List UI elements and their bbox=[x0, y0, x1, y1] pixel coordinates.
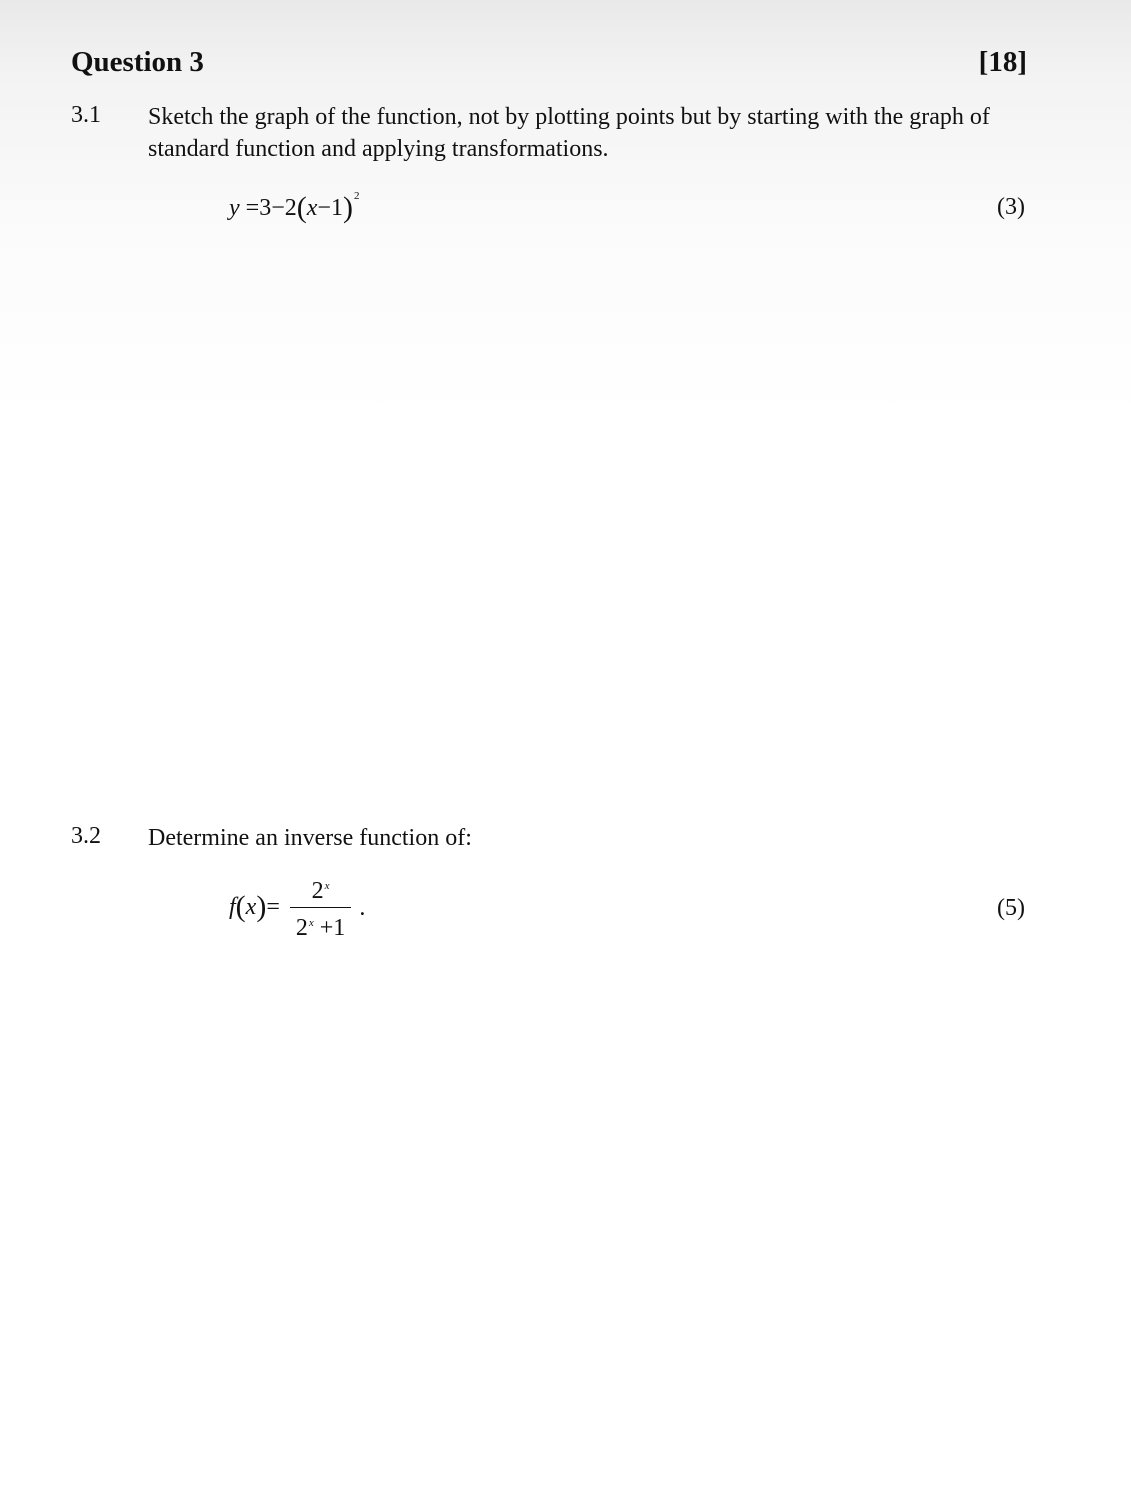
formula-3-1-exponent: 2 bbox=[353, 190, 360, 202]
formula-3-1-var: x bbox=[306, 195, 318, 221]
marks-3-1: (3) bbox=[997, 194, 1025, 220]
formula-3-1-eq: = bbox=[245, 195, 260, 221]
question-title: Question 3 bbox=[71, 46, 204, 78]
formula-3-2-den-plus: +1 bbox=[319, 915, 346, 941]
formula-3-2-period: . bbox=[359, 894, 366, 921]
formula-3-2-open-paren: ( bbox=[235, 890, 246, 923]
marks-3-2: (5) bbox=[997, 895, 1025, 921]
formula-3-2-close-paren: ) bbox=[256, 890, 267, 923]
formula-3-2-num-base: 2 bbox=[311, 878, 324, 904]
item-number-3-2: 3.2 bbox=[71, 823, 101, 849]
formula-3-1-one: 1 bbox=[330, 195, 343, 221]
formula-3-2-func: f bbox=[229, 894, 236, 920]
formula-3-2-var: x bbox=[245, 894, 257, 920]
formula-3-1-close-paren: ) bbox=[342, 191, 353, 224]
formula-3-2 bbox=[229, 874, 365, 940]
formula-3-2-den-base: 2 bbox=[295, 915, 308, 941]
formula-3-2-lhs bbox=[229, 890, 286, 923]
formula-3-2-denominator bbox=[290, 908, 351, 940]
formula-3-1-coef: 2 bbox=[284, 195, 297, 221]
question-total-marks: [18] bbox=[978, 46, 1027, 78]
formula-3-2-numerator bbox=[290, 874, 351, 908]
formula-3-1-open-paren: ( bbox=[296, 191, 307, 224]
formula-3-1-lhs: y bbox=[229, 195, 240, 221]
item-number-3-1: 3.1 bbox=[71, 102, 101, 128]
formula-3-2-fraction bbox=[290, 874, 351, 940]
formula-3-1-minus: − bbox=[271, 195, 285, 221]
formula-3-1-minus2: − bbox=[317, 195, 331, 221]
formula-3-1-const: 3 bbox=[259, 195, 272, 221]
formula-3-2-eq: = bbox=[266, 894, 280, 920]
item-text-3-2: Determine an inverse function of: bbox=[148, 825, 472, 851]
item-text-3-1: Sketch the graph of the function, not by plotting points but by starting with the graph of standard function and applying transformations. bbox=[148, 104, 990, 162]
formula-3-2-num-exp: x bbox=[324, 880, 330, 892]
formula-3-1 bbox=[229, 190, 359, 225]
formula-3-2-den-exp: x bbox=[308, 917, 314, 929]
